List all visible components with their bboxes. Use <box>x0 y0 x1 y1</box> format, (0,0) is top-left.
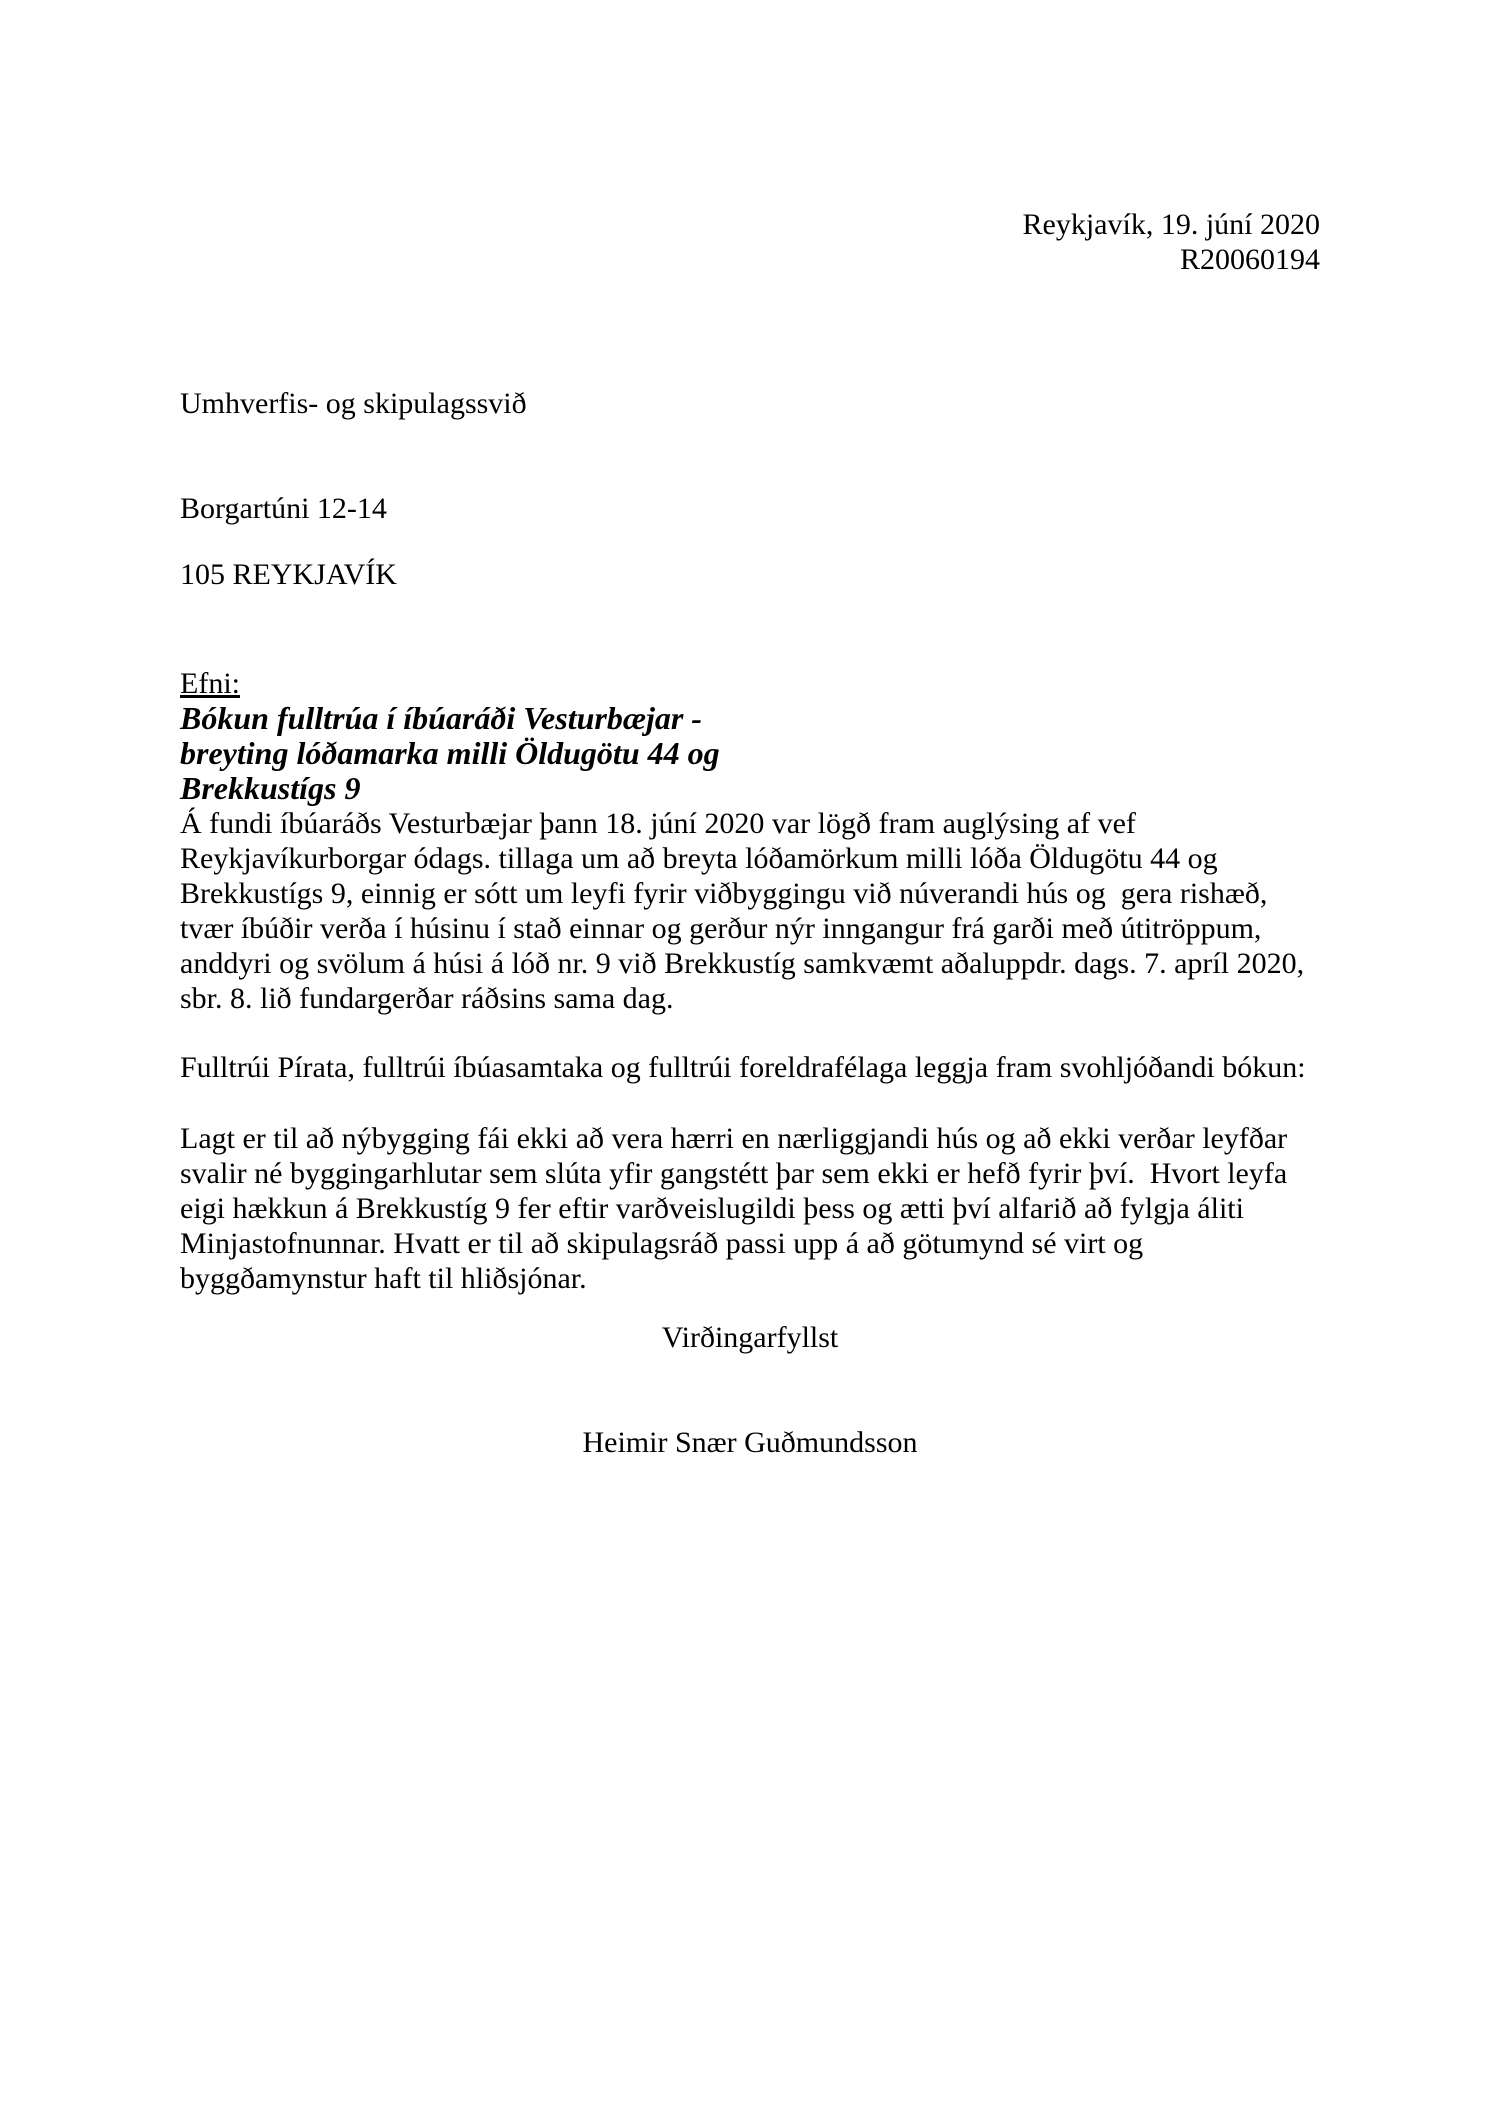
body-text-line: tvær íbúðir verða í húsinu í stað einnar og gerður nýr inngangur frá garði með útitröppum, <box>180 912 1262 945</box>
body-text-line: eigi hækkun á Brekkustíg 9 fer eftir varðveislugildi þess og ætti því alfarið að fylgja áliti <box>180 1192 1244 1225</box>
body-paragraph-3 <box>180 1121 1320 1296</box>
body-text-line: sbr. 8. lið fundargerðar ráðsins sama dag. <box>180 982 674 1015</box>
subject-label: Efni: <box>180 667 240 700</box>
body-text-line: Minjastofnunnar. Hvatt er til að skipulagsráð passi upp á að götumynd sé virt og <box>180 1227 1144 1260</box>
recipient-postal-city: 105 REYKJAVÍK <box>180 558 397 591</box>
signature-name: Heimir Snær Guðmundsson <box>582 1426 918 1459</box>
body-text-line: byggðamynstur haft til hliðsjónar. <box>180 1262 587 1295</box>
reference-number: R20060194 <box>1179 243 1320 276</box>
body-paragraph-1 <box>180 806 1320 1016</box>
recipient-department: Umhverfis- og skipulagssvið <box>180 387 527 420</box>
letter-content <box>180 0 1320 1460</box>
subject-title-line: Brekkustígs 9 <box>180 770 361 806</box>
body-text-line: anddyri og svölum á húsi á lóð nr. 9 við Brekkustíg samkvæmt aðaluppdr. dags. 7. apríl 2020, <box>180 947 1305 980</box>
valediction: Virðingarfyllst <box>661 1321 839 1354</box>
subject-title-line: Bókun fulltrúa í íbúaráði Vesturbæjar - <box>180 700 702 736</box>
body-text-line: Á fundi íbúaráðs Vesturbæjar þann 18. júní 2020 var lögð fram auglýsing af vef <box>180 807 1136 840</box>
subject-title <box>180 701 1320 806</box>
body-text-line: svalir né byggingarhlutar sem slúta yfir gangstétt þar sem ekki er hefð fyrir því. Hvort leyfa <box>180 1157 1288 1190</box>
letter-date: Reykjavík, 19. júní 2020 <box>1022 208 1320 241</box>
body-text-line: Lagt er til að nýbygging fái ekki að vera hærri en nærliggjandi hús og að ekki verðar leyfðar <box>180 1122 1288 1155</box>
body-paragraph-2: Fulltrúi Pírata, fulltrúi íbúasamtaka og fulltrúi foreldrafélaga leggja fram svohljóðandi bókun: <box>180 1051 1306 1084</box>
body-text-line: Reykjavíkurborgar ódags. tillaga um að breyta lóðamörkum milli lóða Öldugötu 44 og <box>180 842 1218 875</box>
recipient-street: Borgartúni 12-14 <box>180 492 387 525</box>
subject-title-line: breyting lóðamarka milli Öldugötu 44 og <box>180 735 720 771</box>
body-text-line: Brekkustígs 9, einnig er sótt um leyfi fyrir viðbyggingu við núverandi hús og gera rishæð, <box>180 877 1268 910</box>
letter-header <box>180 0 1320 277</box>
